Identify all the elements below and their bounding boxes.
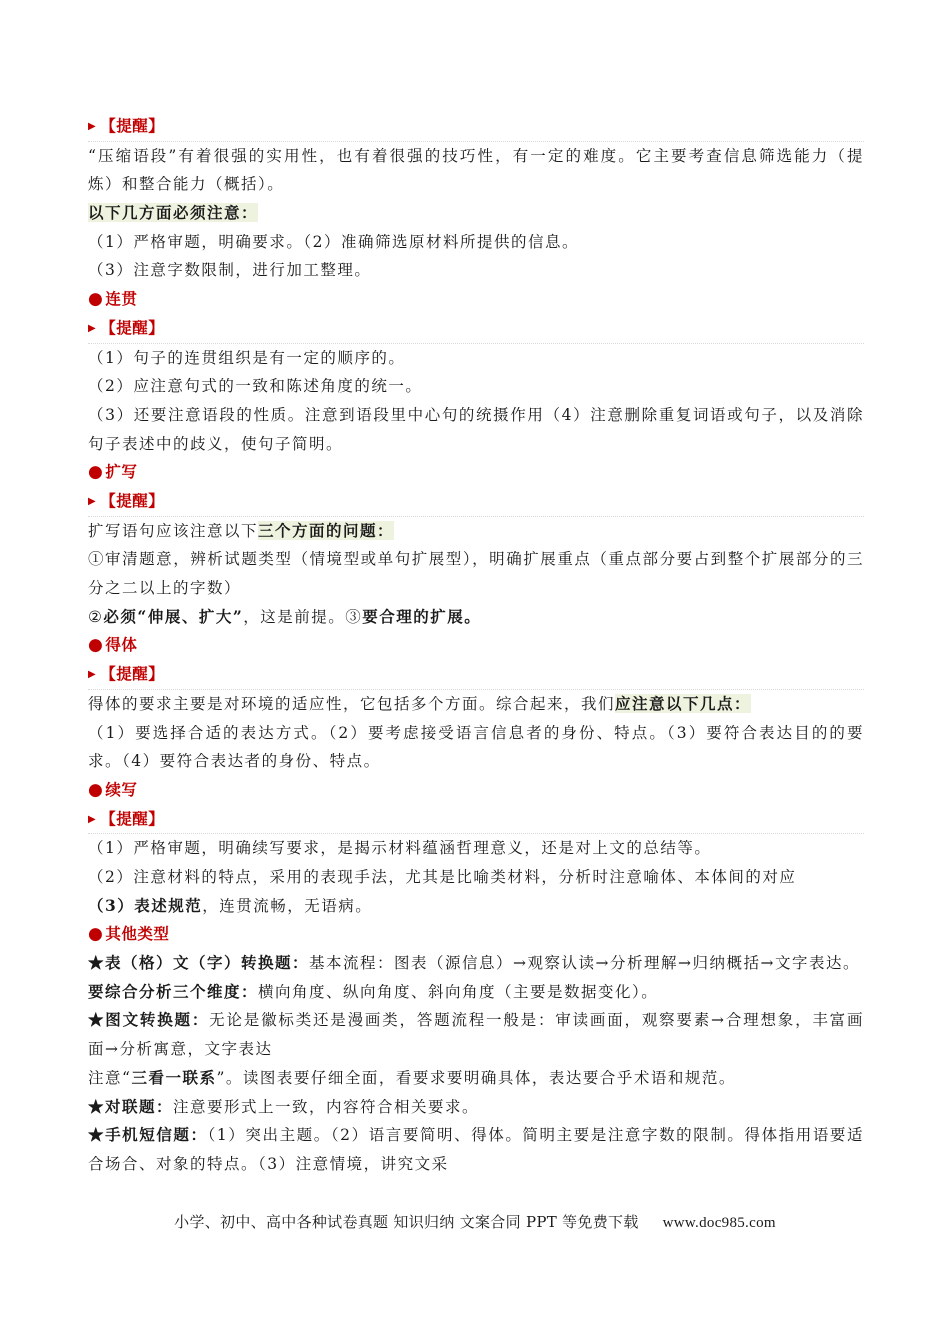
paragraph-table-conversion: ★表（格）文（字）转换题：基本流程：图表（源信息）→观察认读→分析理解→归纳概括→文字表达。 xyxy=(88,953,860,973)
list-item: （3）注意字数限制，进行加工整理。 xyxy=(88,261,372,280)
tip-heading: ▶ 【提醒】 xyxy=(88,112,864,142)
triangle-right-icon: ▶ xyxy=(88,813,98,825)
list-item: （1）严格审题，明确续写要求，是揭示材料蕴涵哲理意义，还是对上文的总结等。 xyxy=(88,839,712,858)
tip-heading: ▶ 【提醒】 xyxy=(88,314,864,344)
paragraph-sms: ★手机短信题：（1）突出主题。（2）语言要简明、得体。简明主要是注意字数的限制。得体指用语要适合场合、对象的特点。（3）注意情境，讲究文采 xyxy=(88,1125,864,1173)
paragraph: “压缩语段”有着很强的实用性，也有着很强的技巧性，有一定的难度。它主要考查信息筛选能力（提炼）和整合能力（概括）。 xyxy=(88,146,864,194)
paragraph-note: 注意“三看一联系”。读图表要仔细全面，看要求要明确具体，表达要合乎术语和规范。 xyxy=(88,1067,736,1087)
list-item: ②必须“伸展、扩大”，这是前提。③要合理的扩展。 xyxy=(88,606,482,626)
red-dot-icon: ● xyxy=(88,779,105,800)
paragraph-dimensions: 要综合分析三个维度：横向角度、纵向角度、斜向角度（主要是数据变化）。 xyxy=(88,981,659,1001)
paragraph: 扩写语句应该注意以下三个方面的问题： xyxy=(88,520,395,540)
triangle-right-icon: ▶ xyxy=(88,322,98,334)
list-item: （3）还要注意语段的性质。注意到语段里中心句的统摄作用（4）注意删除重复词语或句子，以及消除句子表述中的歧义，使句子简明。 xyxy=(88,405,864,453)
paragraph-image-conversion: ★图文转换题：无论是徽标类还是漫画类，答题流程一般是：审读画面，观察要素→合理想象，丰富画面→分析寓意，文字表达 xyxy=(88,1010,864,1059)
tip-heading: ▶ 【提醒】 xyxy=(88,487,864,517)
section-title: ●连贯 xyxy=(88,289,138,310)
paragraph: 得体的要求主要是对环境的适应性，它包括多个方面。综合起来，我们应注意以下几点： xyxy=(88,693,752,713)
list-item: ①审清题意，辨析试题类型（情境型或单句扩展型），明确扩展重点（重点部分要占到整个扩展部分的三分之二以上的字数） xyxy=(88,550,864,598)
footer-url: www.doc985.com xyxy=(662,1215,776,1231)
red-dot-icon: ● xyxy=(88,289,105,310)
list-item: （1）句子的连贯组织是有一定的顺序的。 xyxy=(88,348,406,367)
triangle-right-icon: ▶ xyxy=(88,496,98,507)
list-item: （3）表述规范，连贯流畅，无语病。 xyxy=(88,895,373,915)
document-page xyxy=(88,112,864,1179)
sub-heading: 以下几方面必须注意： xyxy=(88,203,259,223)
section-title: ●其他类型 xyxy=(88,924,170,945)
triangle-right-icon: ▶ xyxy=(88,121,98,132)
list-item: （2）应注意句式的一致和陈述角度的统一。 xyxy=(88,377,423,396)
red-dot-icon: ● xyxy=(88,635,105,656)
section-title: ●得体 xyxy=(88,635,138,656)
red-dot-icon: ● xyxy=(88,462,105,483)
footer-text: 小学、初中、高中各种试卷真题 知识归纳 文案合同 PPT 等免费下载 xyxy=(174,1213,639,1231)
list-item: （1）严格审题，明确要求。（2）准确筛选原材料所提供的信息。 xyxy=(88,232,579,251)
red-dot-icon: ● xyxy=(88,924,105,945)
paragraph-couplet: ★对联题：注意要形式上一致，内容符合相关要求。 xyxy=(88,1096,480,1116)
list-item: （1）要选择合适的表达方式。（2）要考虑接受语言信息者的身份、特点。（3）要符合表达目的的要求。（4）要符合表达者的身份、特点。 xyxy=(88,723,864,771)
section-title: ●扩写 xyxy=(88,462,138,483)
tip-heading: ▶ 【提醒】 xyxy=(88,805,864,835)
section-title: ●续写 xyxy=(88,779,138,800)
triangle-right-icon: ▶ xyxy=(88,669,98,681)
tip-heading: ▶ 【提醒】 xyxy=(88,660,864,690)
list-item: （2）注意材料的特点，采用的表现手法，尤其是比喻类材料，分析时注意喻体、本体间的对应 xyxy=(88,868,797,886)
page-footer xyxy=(0,1211,950,1232)
